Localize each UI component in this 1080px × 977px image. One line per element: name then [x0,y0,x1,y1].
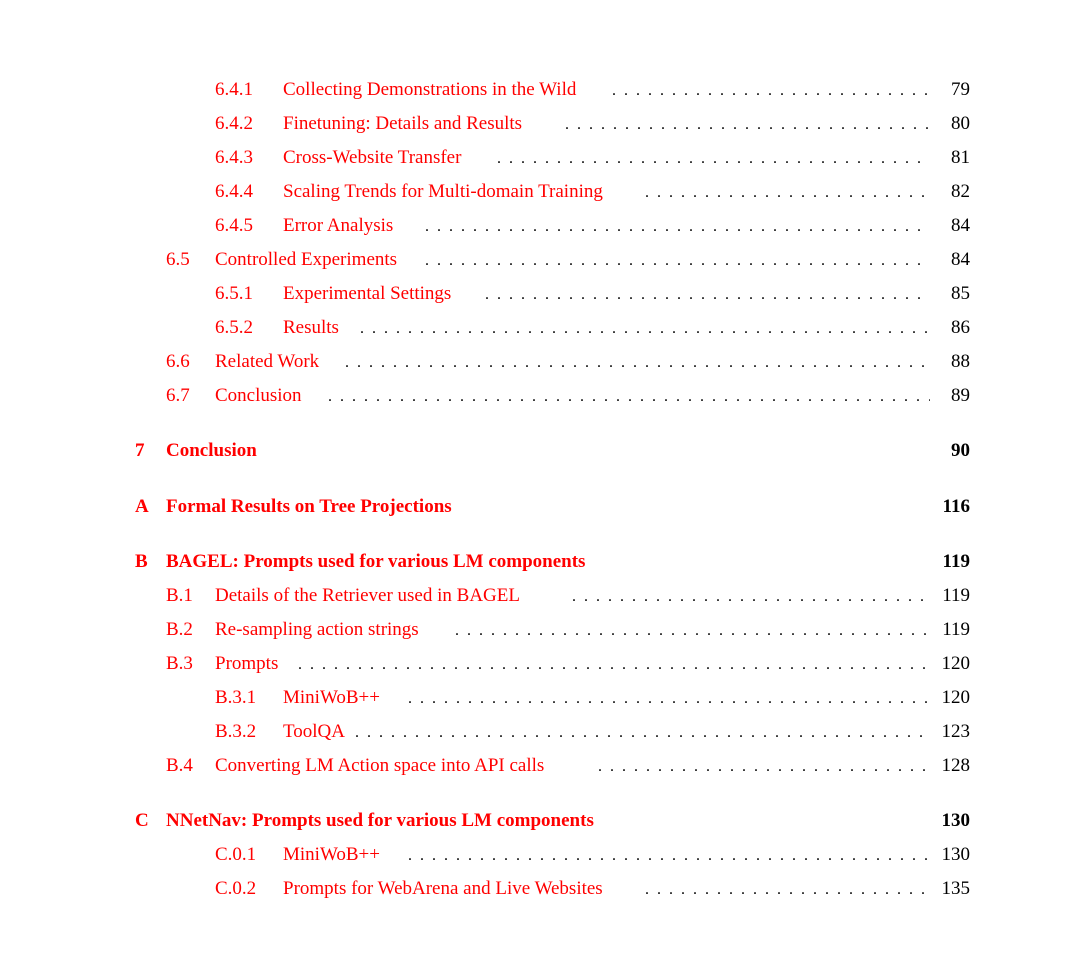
toc-entry-title[interactable]: Error Analysis [283,215,394,236]
toc-entry-number[interactable]: 6.6 [166,351,190,372]
toc-entry-title[interactable]: Controlled Experiments [215,249,398,270]
toc-entry-number[interactable]: 6.4.5 [215,215,253,236]
toc-entry-title[interactable]: Prompts for WebArena and Live Websites [283,878,603,899]
toc-entry-number[interactable]: 6.4.1 [215,79,253,100]
dot-leader [360,313,930,343]
dot-leader [425,245,930,275]
toc-chapter-number[interactable]: A [135,496,149,517]
toc-entry-title[interactable]: Experimental Settings [283,283,452,304]
toc-entry-title[interactable]: Cross-Website Transfer [283,147,462,168]
toc-entry-title[interactable]: Converting LM Action space into API calls [215,755,545,776]
dot-leader [298,649,930,679]
toc-chapter-title[interactable]: Conclusion [166,440,257,461]
toc-entry-page: 119 [942,585,970,606]
toc-entry-page: 135 [941,878,970,899]
toc-entry-page: 82 [951,181,970,202]
toc-entry-title[interactable]: Scaling Trends for Multi-domain Training [283,181,603,202]
toc-entry-number[interactable]: B.1 [166,585,193,606]
toc-entry-6-4-4[interactable] [0,177,1080,207]
toc-entry-c-0-2[interactable] [0,874,1080,904]
toc-entry-6-7[interactable] [0,381,1080,411]
toc-entry-number[interactable]: 6.7 [166,385,190,406]
toc-chapter-title[interactable]: BAGEL: Prompts used for various LM components [166,551,586,572]
toc-entry-page: 81 [951,147,970,168]
toc-chapter-page: 90 [951,440,970,461]
dot-leader [572,581,930,611]
dot-leader [645,177,930,207]
toc-entry-title[interactable]: Conclusion [215,385,302,406]
dot-leader [455,615,930,645]
toc-entry-number[interactable]: C.0.1 [215,844,257,865]
dot-leader [598,751,930,781]
toc-entry-page: 85 [951,283,970,304]
toc-entry-b-3-1[interactable] [0,683,1080,713]
toc-chapter-number[interactable]: 7 [135,440,145,461]
toc-entry-b-4[interactable] [0,751,1080,781]
toc-chapter-page: 116 [942,496,970,517]
dot-leader [408,840,930,870]
toc-entry-number[interactable]: 6.5 [166,249,190,270]
toc-entry-number[interactable]: 6.4.3 [215,147,253,168]
toc-entry-title[interactable]: Related Work [215,351,320,372]
toc-entry-6-4-1[interactable] [0,75,1080,105]
toc-entry-number[interactable]: B.3.2 [215,721,257,742]
dot-leader [485,279,930,309]
toc-entry-page: 89 [951,385,970,406]
toc-entry-page: 120 [941,687,970,708]
toc-entry-page: 79 [951,79,970,100]
dot-leader [425,211,930,241]
toc-entry-6-4-2[interactable] [0,109,1080,139]
toc-chapter-page: 130 [941,810,970,831]
toc-chapter-b[interactable] [0,547,1080,577]
toc-entry-title[interactable]: Details of the Retriever used in BAGEL [215,585,520,606]
toc-entry-title[interactable]: Prompts [215,653,279,674]
toc-entry-number[interactable]: 6.4.2 [215,113,253,134]
toc-entry-number[interactable]: 6.4.4 [215,181,253,202]
dot-leader [612,75,930,105]
toc-entry-title[interactable]: MiniWoB++ [283,844,380,865]
toc-entry-title[interactable]: MiniWoB++ [283,687,380,708]
toc-chapter-title[interactable]: NNetNav: Prompts used for various LM components [166,810,594,831]
toc-entry-number[interactable]: B.3 [166,653,193,674]
toc-entry-6-6[interactable] [0,347,1080,377]
dot-leader [645,874,930,904]
toc-entry-page: 120 [941,653,970,674]
toc-entry-number[interactable]: B.3.1 [215,687,257,708]
toc-entry-page: 80 [951,113,970,134]
toc-entry-page: 119 [942,619,970,640]
toc-chapter-number[interactable]: B [135,551,148,572]
toc-entry-page: 123 [941,721,970,742]
dot-leader [565,109,930,139]
toc-entry-c-0-1[interactable] [0,840,1080,870]
toc-entry-page: 130 [941,844,970,865]
toc-chapter-page: 119 [942,551,970,572]
toc-entry-number[interactable]: 6.5.2 [215,317,253,338]
toc-chapter-7[interactable] [0,436,1080,466]
toc-entry-b-2[interactable] [0,615,1080,645]
toc-entry-page: 128 [941,755,970,776]
dot-leader [328,381,930,411]
dot-leader [497,143,930,173]
toc-entry-page: 86 [951,317,970,338]
toc-entry-number[interactable]: 6.5.1 [215,283,253,304]
toc-entry-title[interactable]: Collecting Demonstrations in the Wild [283,79,577,100]
toc-entry-title[interactable]: Re-sampling action strings [215,619,419,640]
toc-chapter-a[interactable] [0,492,1080,522]
toc-entry-page: 84 [951,249,970,270]
toc-entry-title[interactable]: ToolQA [283,721,346,742]
toc-entry-b-1[interactable] [0,581,1080,611]
toc-entry-6-4-5[interactable] [0,211,1080,241]
toc-entry-6-5[interactable] [0,245,1080,275]
toc-entry-number[interactable]: C.0.2 [215,878,257,899]
dot-leader [408,683,930,713]
toc-entry-title[interactable]: Results [283,317,339,338]
toc-entry-b-3[interactable] [0,649,1080,679]
toc-entry-number[interactable]: B.4 [166,755,193,776]
toc-entry-page: 88 [951,351,970,372]
toc-chapter-title[interactable]: Formal Results on Tree Projections [166,496,452,517]
toc-entry-number[interactable]: B.2 [166,619,193,640]
toc-chapter-number[interactable]: C [135,810,149,831]
toc-entry-6-5-2[interactable] [0,313,1080,343]
dot-leader [355,717,930,747]
toc-chapter-c[interactable] [0,806,1080,836]
dot-leader [345,347,930,377]
toc-entry-b-3-2[interactable] [0,717,1080,747]
toc-entry-6-5-1[interactable] [0,279,1080,309]
toc-entry-page: 84 [951,215,970,236]
toc-entry-6-4-3[interactable] [0,143,1080,173]
toc-entry-title[interactable]: Finetuning: Details and Results [283,113,523,134]
